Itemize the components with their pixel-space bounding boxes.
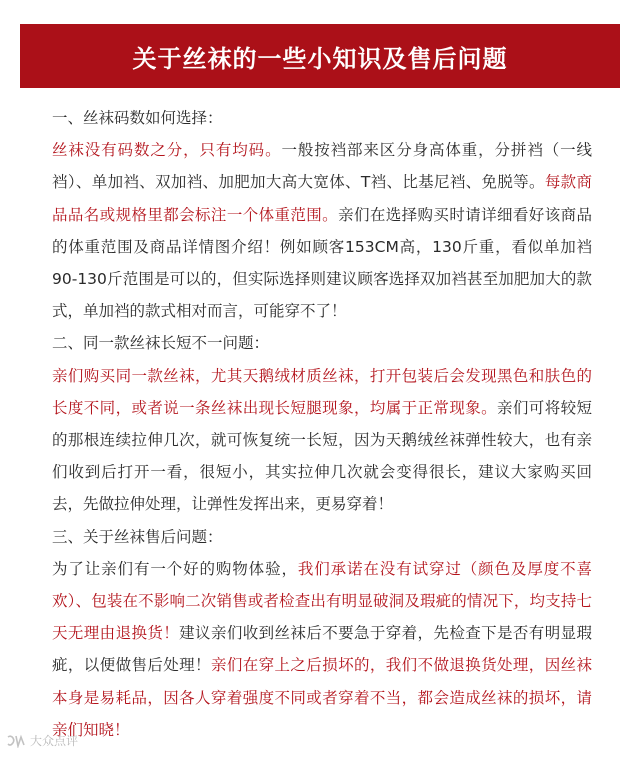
section-heading: 二、同一款丝袜长短不一问题：: [52, 334, 270, 353]
section-heading: 一、丝袜码数如何选择：: [52, 109, 223, 127]
paragraph-run: 丝袜没有码数之分，只有均码。: [52, 141, 282, 160]
article-body: [52, 102, 592, 746]
section-heading: 三、关于丝袜售后问题：: [52, 527, 223, 546]
paragraph-run: 建议亲们收到丝袜后不要急于穿着，先检查下是否有明显瑕疵，以便做售后处理！: [52, 624, 592, 675]
paragraph-run: 我们承诺在没有试穿过（颜色及厚度不喜欢）、包装在不影响二次销售或者检查出有明显破洞及瑕疵的情况下，均支持七天无理由退换货！: [52, 559, 592, 643]
section-paragraph: [52, 553, 592, 746]
section-size-selection: [52, 102, 592, 327]
section-paragraph: [52, 134, 592, 327]
dianping-logo-icon: [6, 734, 26, 748]
paragraph-run: 一般按裆部来区分身高体重，分拼裆（一线裆）、单加裆、双加裆、加肥加大高大宽体、T裆、比基尼裆、免脱等。: [52, 141, 592, 192]
section-length-difference: [52, 327, 592, 520]
watermark: [6, 732, 78, 749]
section-after-sales: [52, 521, 592, 746]
paragraph-run: 为了让亲们有一个好的购物体验，: [52, 559, 298, 578]
title-banner: [20, 24, 620, 88]
section-paragraph: [52, 360, 592, 521]
paragraph-run: 亲们购买同一款丝袜，尤其天鹅绒材质丝袜，打开包装后会发现黑色和肤色的长度不同，或者说一条丝袜出现长短腿现象，均属于正常现象。: [52, 366, 592, 417]
watermark-text: 大众点评: [30, 734, 79, 748]
page-title: 关于丝袜的一些小知识及售后问题: [132, 44, 508, 73]
paragraph-run: 亲们可将较短的那根连续拉伸几次，就可恢复统一长短，因为天鹅绒丝袜弹性较大，也有亲们收到后打开一看，很短小，其实拉伸几次就会变得很长，建议大家购买回去，先做拉伸处理，让弹性发挥出来，更易穿着！: [52, 398, 592, 514]
paragraph-run: 亲们在选择购买时请详细看好该商品的体重范围及商品详情图介绍！例如顾客153CM高，130斤重，看似单加裆90-130斤范围是可以的，但实际选择则建议顾客选择双加裆甚至加肥加大的款式，单加裆的款式相对而言，可能穿不了！: [52, 205, 592, 321]
paragraph-run: 每款商品品名或规格里都会标注一个体重范围。: [52, 173, 592, 224]
paragraph-run: 亲们在穿上之后损坏的，我们不做退换货处理，因丝袜本身是易耗品，因各人穿着强度不同或者穿着不当，都会造成丝袜的损坏，请亲们知晓！: [52, 656, 592, 739]
